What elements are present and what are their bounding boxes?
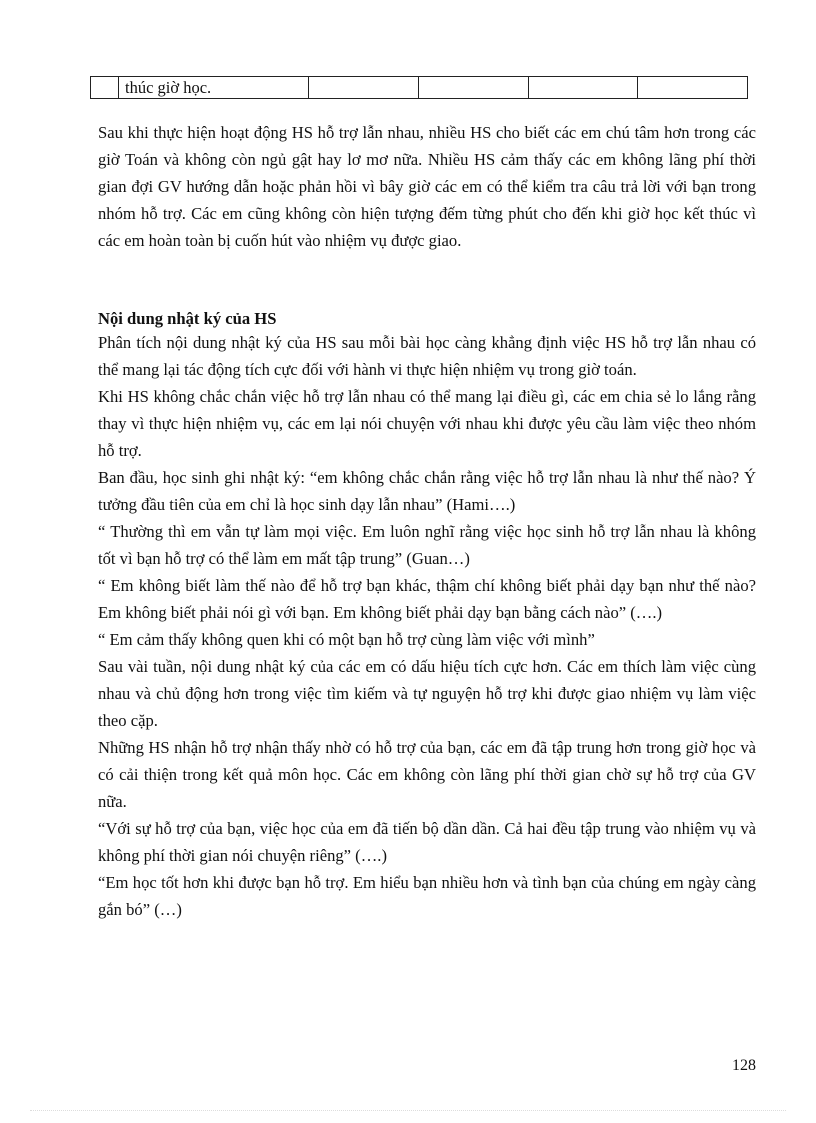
- journal-paragraph: “ Em cảm thấy không quen khi có một bạn hỗ trợ cùng làm việc với mình”: [98, 630, 595, 649]
- table-cell: thúc giờ học.: [119, 77, 309, 99]
- journal-paragraph: Ban đầu, học sinh ghi nhật ký: “em không chắc chắn rằng việc hỗ trợ lẫn nhau là như thế nào? Ý tưởng đầu tiên của em chỉ là học sinh dạy lẫn nhau” (Hami….): [98, 468, 756, 514]
- journal-paragraphs: [98, 329, 756, 923]
- intro-section: [98, 119, 756, 254]
- journal-paragraph: “ Thường thì em vẫn tự làm mọi việc. Em luôn nghĩ rằng việc học sinh hỗ trợ lẫn nhau là không tốt vì bạn hỗ trợ có thể làm em mất tập trung” (Guan…): [98, 522, 756, 568]
- table-cell: [309, 77, 419, 99]
- journal-paragraph: Sau vài tuần, nội dung nhật ký của các em có dấu hiệu tích cực hơn. Các em thích làm việc cùng nhau và chủ động hơn trong việc tìm kiếm và tự nguyện hỗ trợ khi được giao nhiệm vụ làm việc theo cặp.: [98, 657, 756, 730]
- table-cell: [419, 77, 529, 99]
- intro-paragraph: Sau khi thực hiện hoạt động HS hỗ trợ lẫn nhau, nhiều HS cho biết các em chú tâm hơn trong các giờ Toán và không còn ngủ gật hay lơ mơ nữa. Nhiều HS cảm thấy các em không lãng phí thời gian đợi GV hướng dẫn hoặc phản hồi vì bây giờ các em có thể kiểm tra câu trả lời với bạn trong nhóm hỗ trợ. Các em cũng không còn hiện tượng đếm từng phút cho đến khi giờ học kết thúc vì các em hoàn toàn bị cuốn hút vào nhiệm vụ được giao.: [98, 123, 756, 250]
- page-number: 128: [732, 1057, 756, 1074]
- journal-paragraph: Những HS nhận hỗ trợ nhận thấy nhờ có hỗ trợ của bạn, các em đã tập trung hơn trong giờ học và có cải thiện trong kết quả môn học. Các em không còn lãng phí thời gian chờ sự hỗ trợ của GV nữa.: [98, 738, 756, 811]
- journal-paragraph: “Với sự hỗ trợ của bạn, việc học của em đã tiến bộ dần dần. Cả hai đều tập trung vào nhiệm vụ và không phí thời gian nói chuyện riêng” (….): [98, 819, 756, 865]
- table-cell: [91, 77, 119, 99]
- table-fragment: [90, 76, 748, 99]
- journal-section: [98, 309, 756, 923]
- journal-paragraph: Khi HS không chắc chắn việc hỗ trợ lẫn nhau có thể mang lại điều gì, các em chia sẻ lo lắng rằng thay vì thực hiện nhiệm vụ, các em lại nói chuyện với nhau khi được yêu cầu làm việc theo nhóm hỗ trợ.: [98, 387, 756, 460]
- table-cell: [638, 77, 748, 99]
- journal-paragraph: “ Em không biết làm thế nào để hỗ trợ bạn khác, thậm chí không biết phải dạy bạn như thế nào? Em không biết phải nói gì với bạn. Em không biết phải dạy bạn bằng cách nào” (….): [98, 576, 756, 622]
- table-cell: [529, 77, 638, 99]
- section-heading: Nội dung nhật ký của HS: [98, 309, 277, 328]
- page-bottom-divider: [30, 1110, 786, 1111]
- journal-paragraph: Phân tích nội dung nhật ký của HS sau mỗi bài học càng khẳng định việc HS hỗ trợ lẫn nhau có thể mang lại tác động tích cực đối với hành vi thực hiện nhiệm vụ trong giờ toán.: [98, 333, 756, 379]
- journal-paragraph: “Em học tốt hơn khi được bạn hỗ trợ. Em hiểu bạn nhiều hơn và tình bạn của chúng em ngày càng gắn bó” (…): [98, 873, 756, 919]
- table-row: [91, 77, 748, 99]
